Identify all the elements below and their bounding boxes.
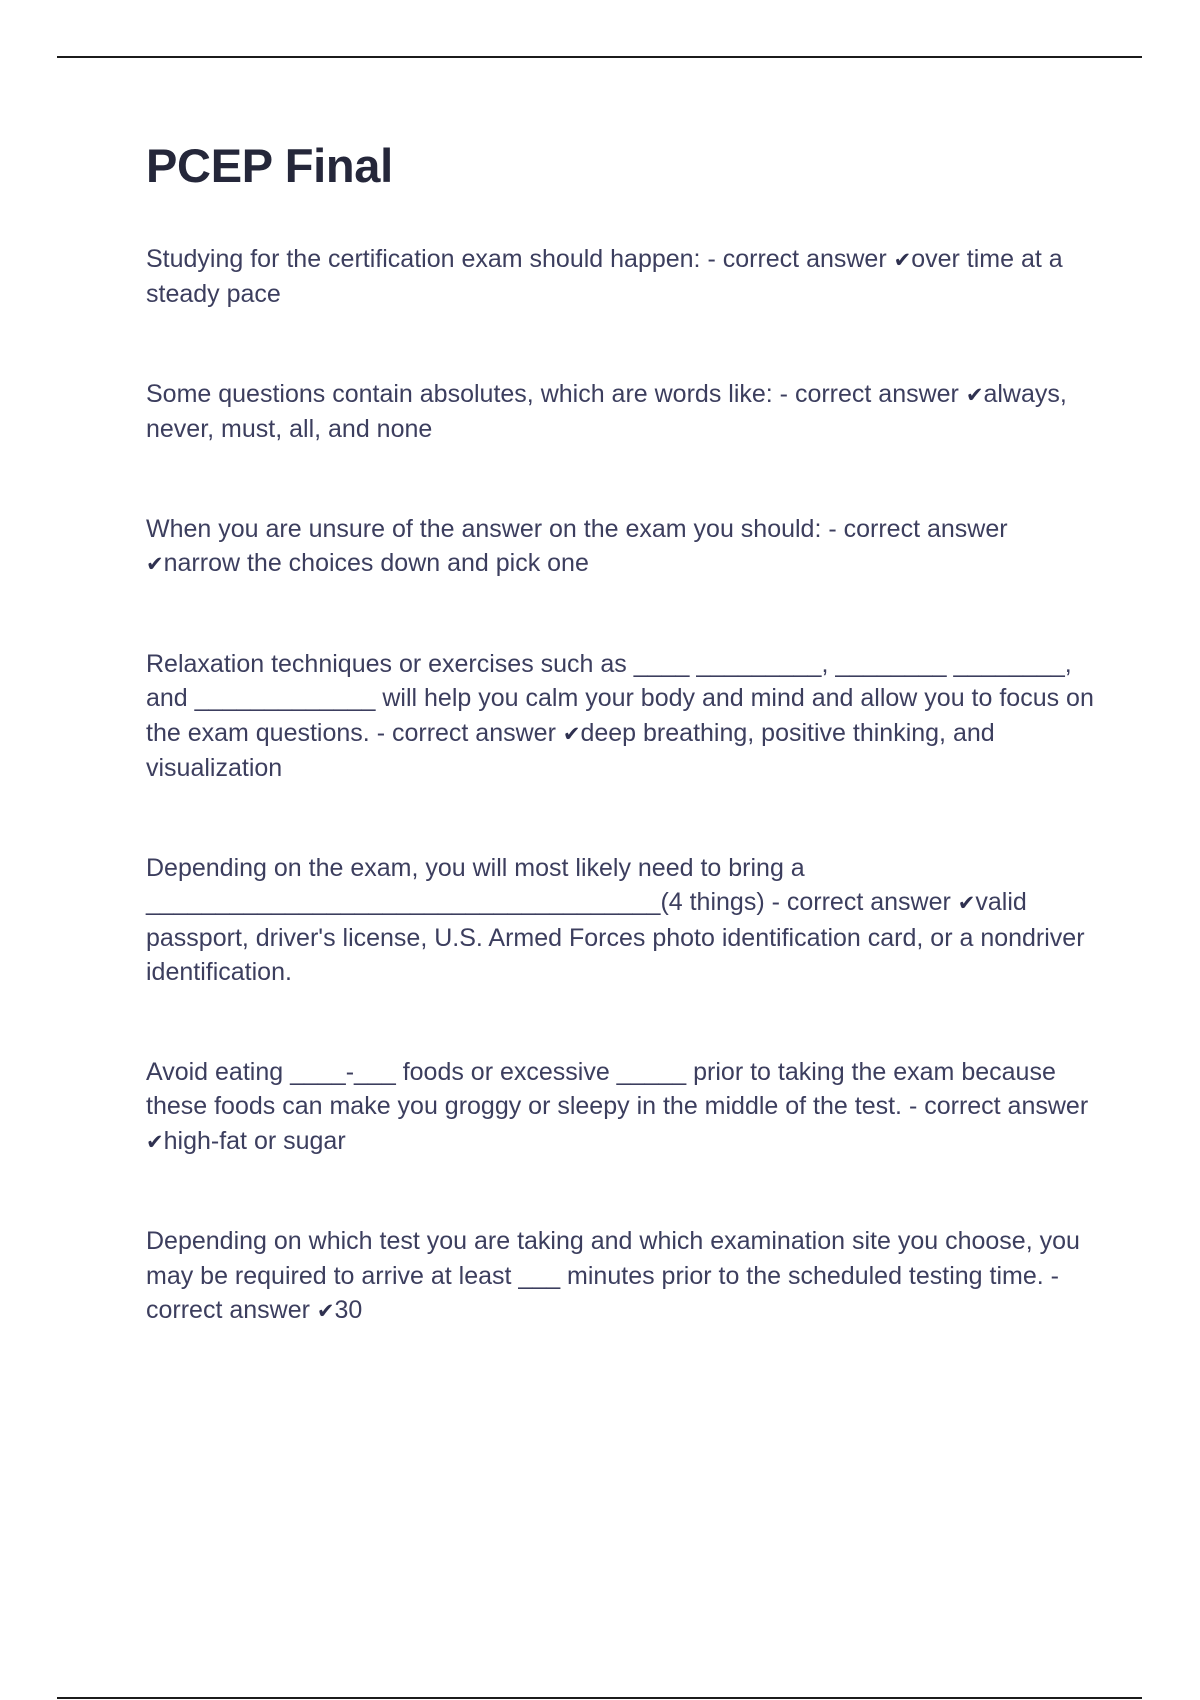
flashcard xyxy=(146,647,1096,786)
answer-text: always, never, must, all, and none xyxy=(146,379,1067,444)
checkmark-icon: ✔ xyxy=(316,1299,335,1324)
flashcard xyxy=(146,1224,1096,1329)
checkmark-icon: ✔ xyxy=(146,552,164,577)
flashcard xyxy=(146,851,1096,990)
answer-text: over time at a steady pace xyxy=(146,244,1063,309)
flashcard xyxy=(146,1055,1096,1160)
answer-text: valid passport, driver's license, U.S. Armed Forces photo identification card, or a nondriver identification. xyxy=(146,888,1085,987)
question-text: Studying for the certification exam should happen: - correct answer xyxy=(146,244,894,273)
question-text: Relaxation techniques or exercises such as ____ _________, ________ ________, and _____________ will help you calm your body and mind and allow you to focus on the exam questions. - correct answer xyxy=(146,649,1094,747)
answer-text: deep breathing, positive thinking, and visualization xyxy=(146,718,995,783)
answer-text: narrow the choices down and pick one xyxy=(163,549,589,578)
flashcard xyxy=(146,512,1096,582)
flashcard xyxy=(146,242,1096,312)
question-text: Some questions contain absolutes, which are words like: - correct answer xyxy=(146,379,966,408)
answer-text: high-fat or sugar xyxy=(163,1126,346,1155)
checkmark-icon: ✔ xyxy=(965,382,984,407)
question-text: Depending on which test you are taking and which examination site you choose, you may be required to arrive at least ___ minutes prior to the scheduled testing time. - correct answer xyxy=(146,1227,1080,1325)
page-title: PCEP Final xyxy=(146,139,393,192)
top-divider xyxy=(57,56,1142,58)
question-text: Avoid eating ____-___ foods or excessive _____ prior to taking the exam because these foods can make you groggy or sleepy in the middle of the test. - correct answer xyxy=(146,1057,1089,1121)
checkmark-icon: ✔ xyxy=(146,1129,164,1154)
flashcard xyxy=(146,377,1096,447)
document-body xyxy=(146,140,1096,1394)
question-text: Depending on the exam, you will most likely need to bring a _____________________________________(4 things) - correct answer xyxy=(146,853,958,917)
checkmark-icon: ✔ xyxy=(893,247,912,272)
checkmark-icon: ✔ xyxy=(562,721,581,746)
checkmark-icon: ✔ xyxy=(957,891,976,916)
question-text: When you are unsure of the answer on the exam you should: - correct answer xyxy=(146,514,1008,543)
bottom-divider xyxy=(57,1697,1142,1699)
answer-text: 30 xyxy=(334,1296,363,1325)
